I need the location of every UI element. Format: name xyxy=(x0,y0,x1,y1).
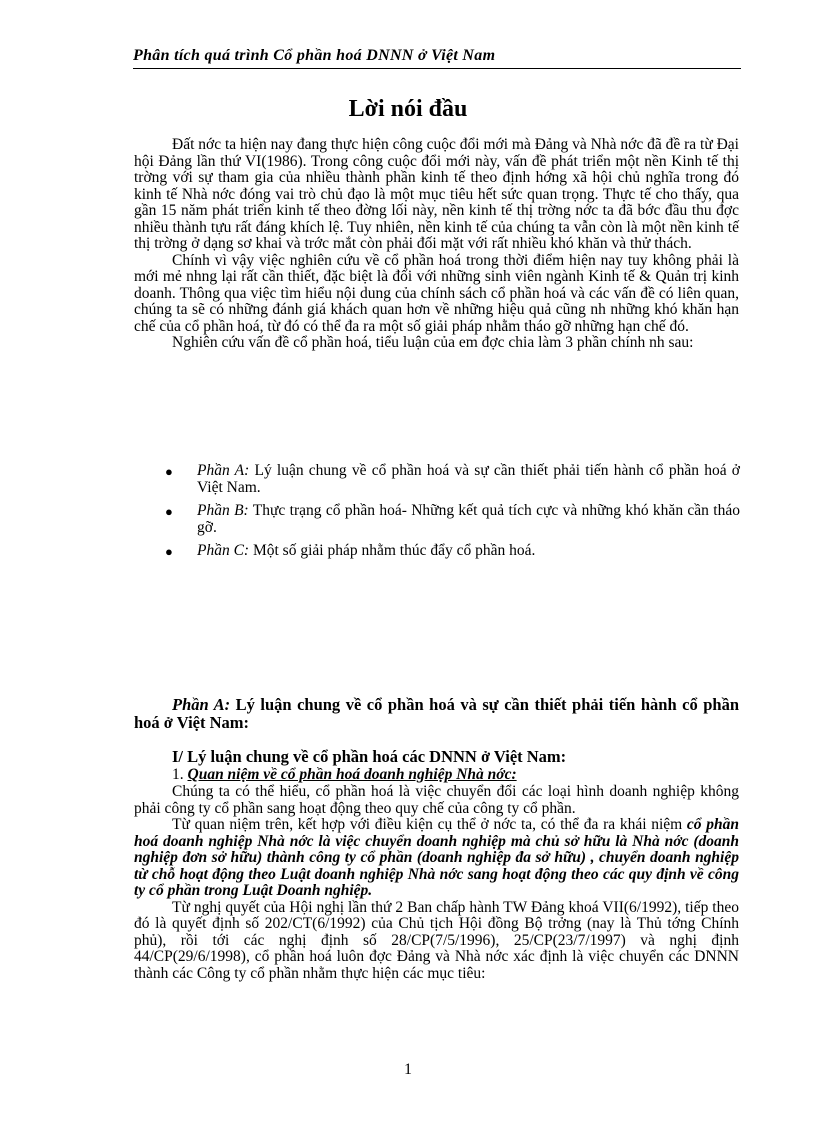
section-heading: I/ Lý luận chung về cổ phần hoá các DNNN ở Việt Nam: xyxy=(172,747,567,766)
intro-paragraph-1: Đất nớc ta hiện nay đang thực hiện công cuộc đổi mới mà Đảng và Nhà nớc đã đề ra từ Đại hội Đảng lần thứ VI(1986). Trong công cuộc đổi mới này, vấn đề phát triển một nền Kinh tế thị trờng với sự tham gia của nhiều thành phần kinh tế theo định hớng xã hội chủ nghĩa trong đó kinh tế Nhà nớc đóng vai trò chủ đạo là một mục tiêu hết sức quan trọng. Thực tế cho thấy, qua gần 15 năm phát triển kinh tế theo đờng lối này, nền kinh tế thị trờng nớc ta đã bớc đầu thu đợc nhiều thành tựu rất đáng khích lệ. Tuy nhiên, nền kinh tế của chúng ta vẫn còn là một nền kinh tế thị trờng ở dạng sơ khai và trớc mắt còn phải đối mặt với rất nhiều khó khăn và thử thách. xyxy=(134,136,739,252)
body-paragraph-2 xyxy=(134,817,739,900)
part-description: Thực trạng cổ phần hoá- Những kết quả tích cực và những khó khăn cần tháo gỡ. xyxy=(197,502,740,536)
definition-text: cổ phần hoá doanh nghiệp Nhà nớc là việc chuyển doanh nghiệp mà chủ sở hữu là Nhà nớc (doanh nghiệp đơn sở hữu) thành công ty cổ phần (doanh nghiệp đa sở hữu) , chuyển doanh nghiệp từ chỗ hoạt động theo Luật doanh nghiệp Nhà nớc sang hoạt động theo các quy định về công ty cổ phần trong Luật Doanh nghiệp. xyxy=(134,816,739,899)
intro-section xyxy=(134,137,739,352)
list-item xyxy=(165,462,740,496)
part-label: Phần C: xyxy=(197,542,250,559)
part-description: Lý luận chung về cổ phần hoá và sự cần thiết phải tiến hành cổ phần hoá ở Việt Nam. xyxy=(197,462,740,496)
page-number: 1 xyxy=(404,1061,412,1078)
part-label: Phần B: xyxy=(197,502,249,519)
part-a-heading xyxy=(134,696,739,732)
bullet-icon: ● xyxy=(165,464,173,479)
part-a-label: Phần A: xyxy=(172,695,231,714)
list-item xyxy=(165,502,740,536)
list-item xyxy=(165,542,740,559)
parts-list xyxy=(165,462,740,565)
definition-lead: Từ quan niệm trên, kết hợp với điều kiện cụ thể ở nớc ta, có thể đa ra khái niệm xyxy=(172,816,683,833)
body-paragraph-1: Chúng ta có thể hiểu, cổ phần hoá là việc chuyển đổi các loại hình doanh nghiệp không phải công ty cổ phần sang hoạt động theo quy chế của công ty cổ phần. xyxy=(134,783,739,817)
subsection-heading xyxy=(172,766,517,784)
part-description: Một số giải pháp nhằm thúc đẩy cổ phần hoá. xyxy=(252,542,536,559)
running-header: Phân tích quá trình Cổ phần hoá DNNN ở Việt Nam xyxy=(133,46,741,69)
intro-paragraph-2: Chính vì vậy việc nghiên cứu về cổ phần hoá trong thời điểm hiện nay tuy không phải là mới mẻ nhng lại rất cần thiết, đặc biệt là đối với những sinh viên ngành Kinh tế & Quản trị kinh doanh. Thông qua việc tìm hiểu nội dung của chính sách cổ phần hoá và các vấn đề có liên quan, chúng ta sẽ có những đánh giá khách quan hơn về những hiệu quả cũng nh những khó khăn hạn chế của cổ phần hoá, từ đó có thể đa ra một số giải pháp nhằm tháo gỡ những hạn chế đó. xyxy=(134,251,739,335)
part-label: Phần A: xyxy=(197,462,250,479)
subsection-title: Quan niệm về cổ phần hoá doanh nghiệp Nhà nớc: xyxy=(187,766,517,783)
subsection-number: 1. xyxy=(172,766,184,783)
bullet-icon: ● xyxy=(165,544,173,559)
bullet-icon: ● xyxy=(165,504,173,519)
page-title: Lời nói đầu xyxy=(348,96,468,122)
part-a-title: Lý luận chung về cổ phần hoá và sự cần thiết phải tiến hành cổ phần hoá ở Việt Nam: xyxy=(134,695,739,732)
body-paragraph-3: Từ nghị quyết của Hội nghị lần thứ 2 Ban chấp hành TW Đảng khoá VII(6/1992), tiếp theo đó là quyết định số 202/CT(6/1992) của Chủ tịch Hội đồng Bộ trởng (nay là Thủ tớng Chính phủ), rồi tới các nghị định số 28/CP(7/5/1996), 25/CP(23/7/1997) và nghị định 44/CP(29/6/1998), cổ phần hoá luôn đợc Đảng và Nhà nớc xác định là việc chuyển các DNNN thành các Công ty cổ phần nhằm thực hiện các mục tiêu: xyxy=(134,898,739,982)
intro-paragraph-3: Nghiên cứu vấn đề cổ phần hoá, tiểu luận của em đợc chia làm 3 phần chính nh sau: xyxy=(172,334,694,351)
body-section xyxy=(134,784,739,982)
